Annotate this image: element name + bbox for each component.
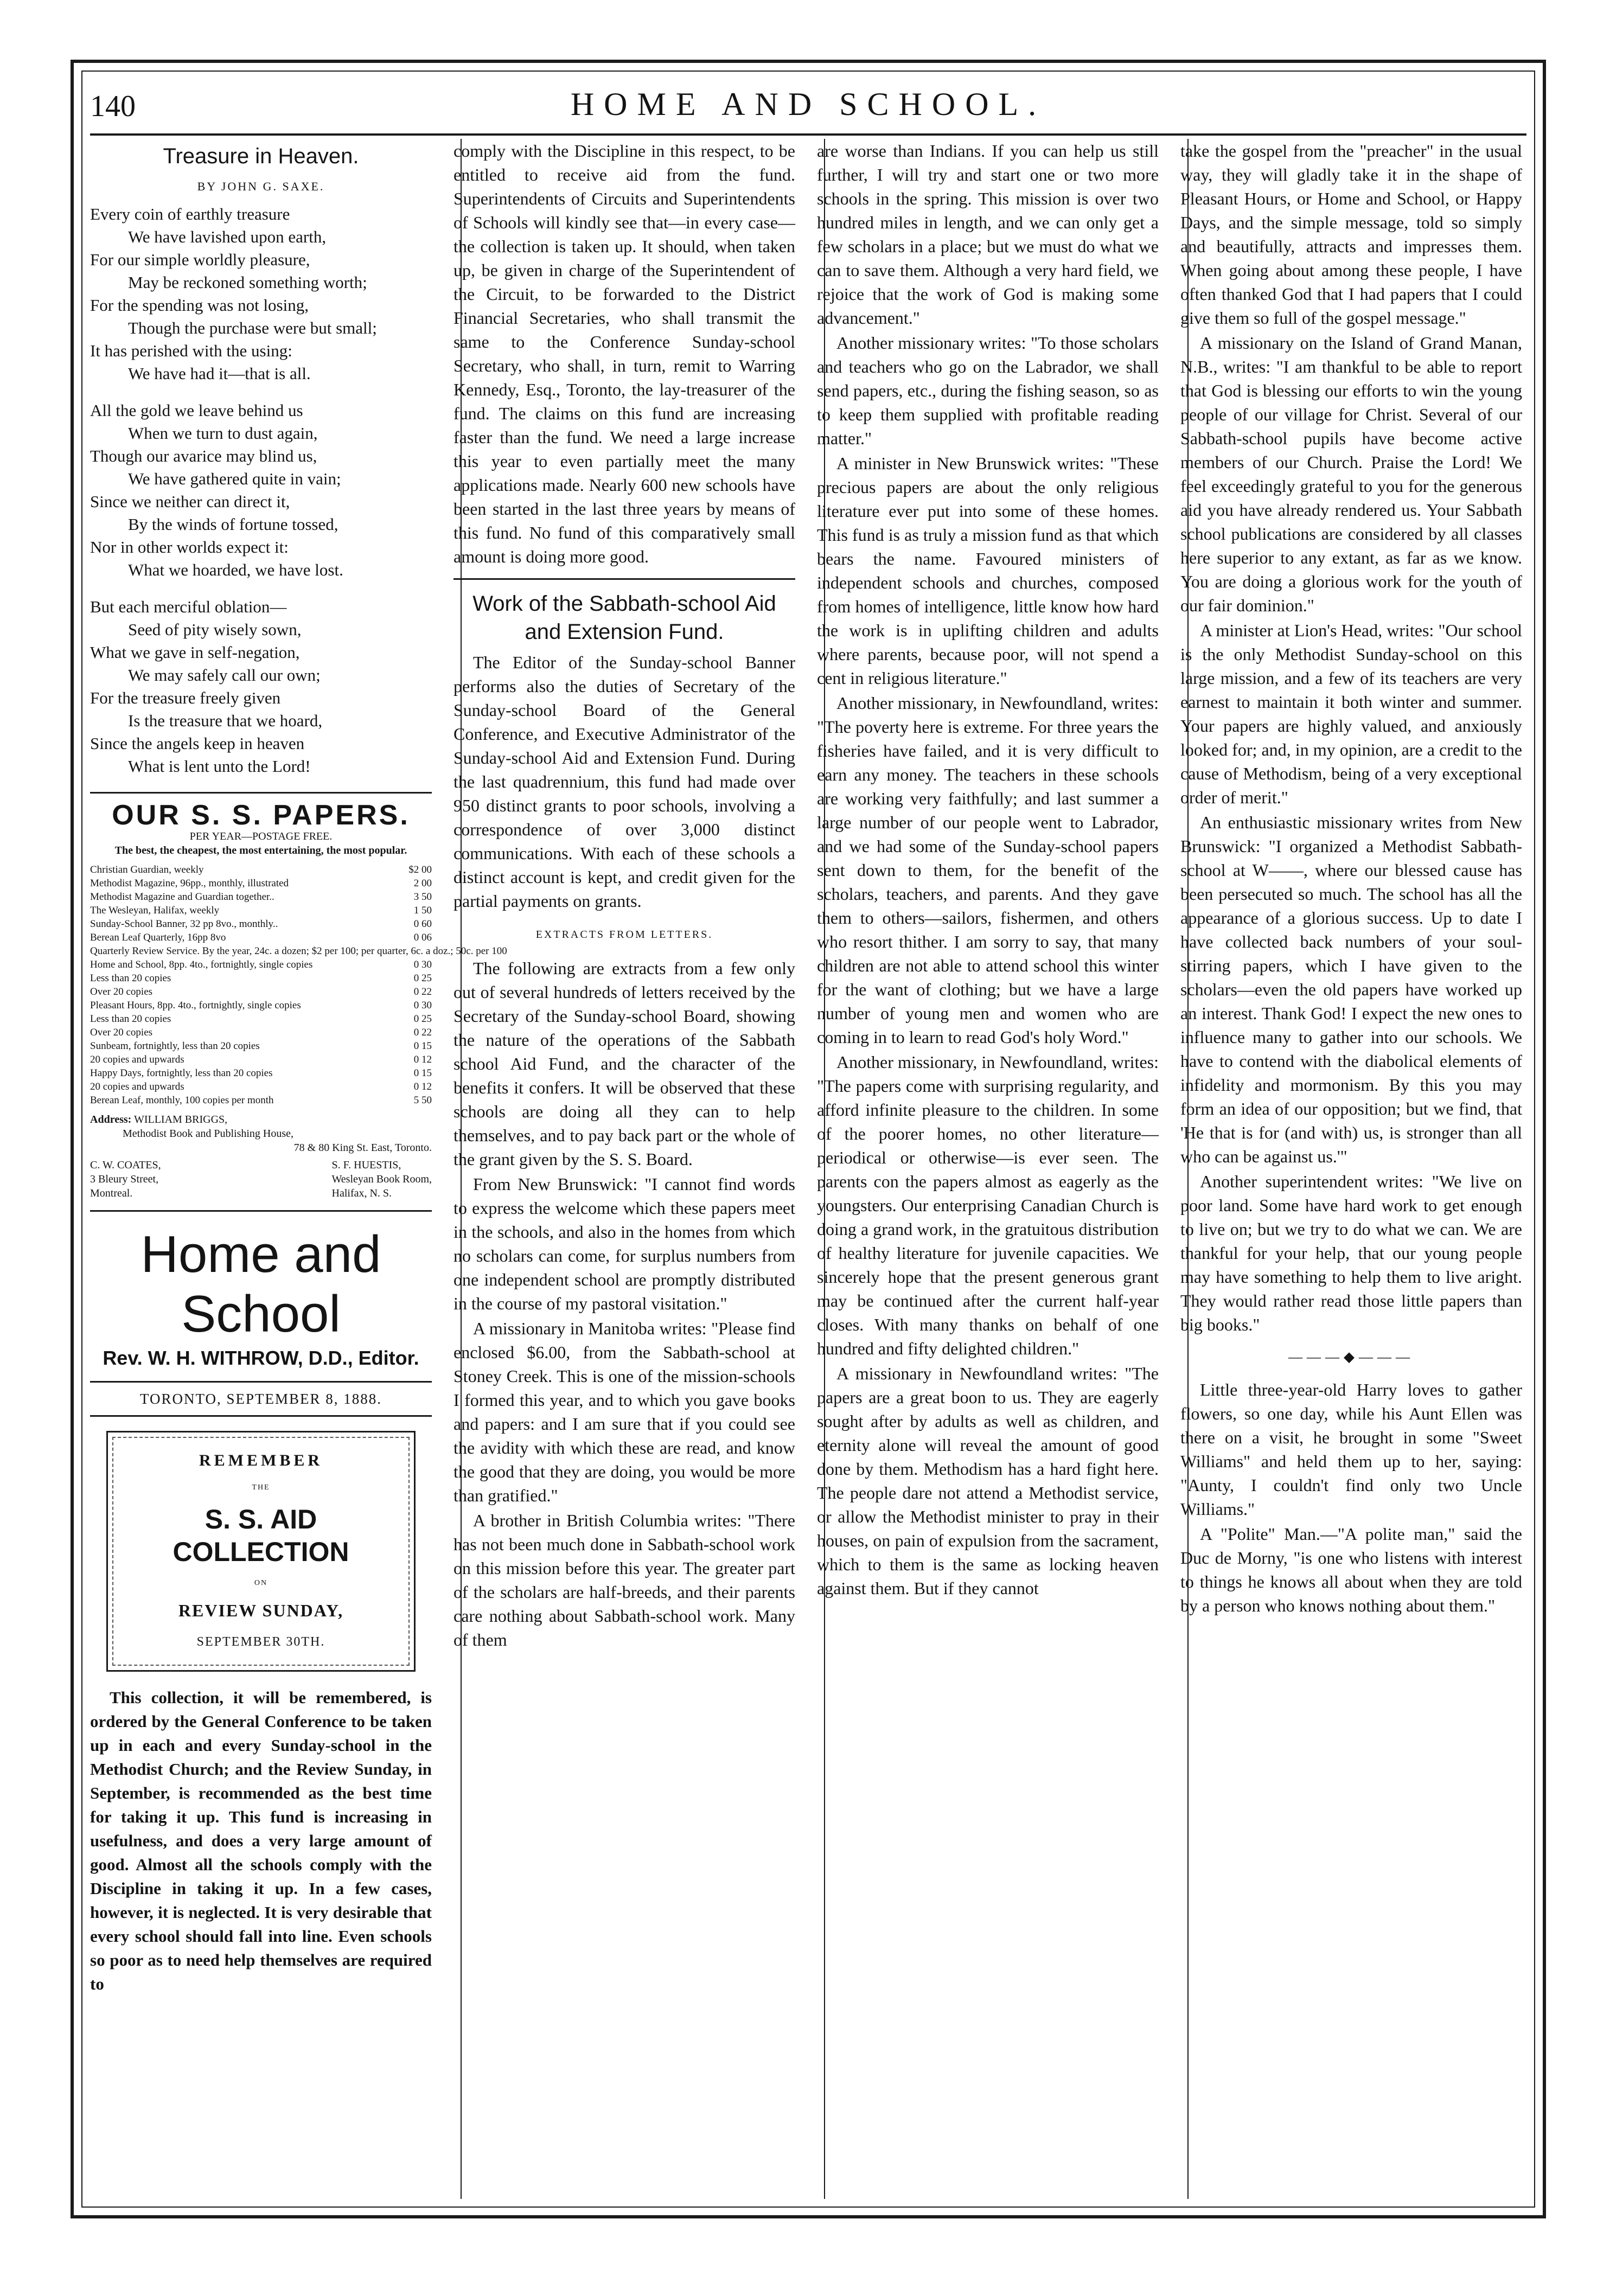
price-row xyxy=(90,877,432,890)
price-item: Over 20 copies xyxy=(90,1027,153,1038)
agent-line: Wesleyan Book Room, xyxy=(331,1173,432,1185)
poem-line: Every coin of earthly treasure xyxy=(90,204,290,223)
subheading: EXTRACTS FROM LETTERS. xyxy=(535,929,713,941)
price-item: Home and School, 8pp. 4to., fortnightly, single copies xyxy=(90,959,313,970)
paragraph: A brother in British Columbia writes: "There has not been much done in Sabbath-school work on this mission before this year. The greater part of the scholars are half-breeds, and their parents care nothing about Sabbath-school work. Many of them xyxy=(453,1511,795,1649)
papers-title: OUR S. S. PAPERS. xyxy=(112,800,410,831)
poem-line: By the winds of fortune tossed, xyxy=(128,515,338,534)
notice-line: REVIEW SUNDAY, xyxy=(178,1601,344,1620)
price-value: 0 22 xyxy=(413,986,432,997)
section-divider xyxy=(453,578,795,580)
poem-line: We may safely call our own; xyxy=(128,666,321,685)
poem-stanza-1 xyxy=(90,203,432,385)
agent-montreal xyxy=(90,1158,161,1200)
poem-line: It has perished with the using: xyxy=(90,341,292,360)
masthead xyxy=(90,74,1526,136)
paragraph: Little three-year-old Harry loves to gather flowers, so one day, while his Aunt Ellen was there on a visit, he brought in some "Sweet Williams" and held them up to her, saying: "Aunty, I couldn't find only two Uncle Williams." xyxy=(1180,1380,1522,1519)
paragraph: take the gospel from the "preacher" in the usual way, they will gladly take it in the shape of Pleasant Hours, or Home and School, or Happy Days, and the simple message, told so simply and beautifully, attracts and impresses them. When going about among these people, I have often thanked God that I had papers that I could give them so full of the gospel message." xyxy=(1180,141,1522,328)
address-name: WILLIAM BRIGGS, xyxy=(133,1114,228,1125)
poem-line: When we turn to dust again, xyxy=(128,424,318,443)
papers-tagline: The best, the cheapest, the most entertaining, the most popular. xyxy=(114,845,407,856)
paragraph: A minister at Lion's Head, writes: "Our school is the only Methodist Sunday-school on this large mission, and a few of its teachers are very earnest to maintain it both winter and summer. Your papers are highly valued, and anxiously looked for; and, in my opinion, are a credit to the cause of Methodism, being of a very exceptional order of merit." xyxy=(1180,621,1522,807)
price-item: Berean Leaf, monthly, 100 copies per month xyxy=(90,1095,274,1106)
price-item: 20 copies and upwards xyxy=(90,1054,184,1065)
agent-halifax xyxy=(332,1158,432,1200)
poem-line: Seed of pity wisely sown, xyxy=(128,620,302,639)
poem-line: But each merciful oblation— xyxy=(90,597,287,616)
poem-stanza-2 xyxy=(90,399,432,581)
price-row xyxy=(90,958,432,971)
price-row xyxy=(90,985,432,999)
price-row xyxy=(90,944,507,958)
poem-line: All the gold we leave behind us xyxy=(90,401,303,420)
paragraph: comply with the Discipline in this respect, to be entitled to receive aid from the fund. Superintendents of Circuits and Superintendents of Schools will kindly see that—in every case—the collection is taken up. It should, when taken up, be given in charge of the Superintendent of the Circuit, to be forwarded to the District Financial Secretaries, who shall transmit the same to the Conference Sunday-school Secretary, who shall, in turn, remit to Warring Kennedy, Esq., Toronto, the lay-treasurer of the fund. The claims on this fund are increasing faster than the fund. We need a large increase this year to even partially meet the many applications made. Nearly 600 new schools have been started in the last three years by means of this fund. No fund of this comparatively small amount is doing more good. xyxy=(453,141,795,566)
price-row xyxy=(90,1026,432,1039)
price-row xyxy=(90,1012,432,1026)
price-row xyxy=(90,971,432,985)
column-4 xyxy=(1180,139,1522,2199)
price-item: Pleasant Hours, 8pp. 4to., fortnightly, single copies xyxy=(90,1000,301,1011)
notice-box-inner xyxy=(112,1437,410,1666)
section-divider xyxy=(90,1210,432,1212)
price-value: 5 50 xyxy=(413,1095,432,1106)
notice-line: SEPTEMBER 30TH. xyxy=(196,1635,325,1649)
paragraph: An enthusiastic missionary writes from New Brunswick: "I organized a Methodist Sabbath-school at W——, where our blessed cause has been persecuted so much. The school has all the appearance of a glorious success. Up to date I have collected back numbers of your soul-stirring papers, which I have given to the scholars—even the old papers have worked up an interest. Thank God! I expect the new ones to influence many to gather into our schools. We have to contend with the diabolical elements of infidelity and mormonism. By this you may form an idea of our opposition; but we find, that 'He that is for (and with) us, is stronger than all who can be against us.'" xyxy=(1180,813,1522,1166)
price-value: 0 30 xyxy=(413,1000,432,1011)
agent-line: 3 Bleury Street, xyxy=(90,1173,159,1185)
notice-line: REMEMBER xyxy=(199,1451,323,1469)
price-item: Quarterly Review Service. By the year, 24c. a dozen; $2 per 100; per quarter, 6c. a doz.; 50c. per 100 xyxy=(90,945,507,957)
price-row xyxy=(90,1053,432,1066)
paragraph: The following are extracts from a few only out of several hundreds of letters received by the Secretary of the Sunday-school Board, showing the nature of the operations of the Sabbath school Aid Fund, and the character of the benefits it confers. It will be observed that these schools are doing all they can to help themselves, and to pay back part or the whole of the grant given by the S. S. Board. xyxy=(453,958,795,1169)
poem-line: We have gathered quite in vain; xyxy=(128,469,341,488)
poem-line: What we hoarded, we have lost. xyxy=(128,560,343,579)
price-item: Methodist Magazine, 96pp., monthly, illustrated xyxy=(90,878,289,889)
price-item: 20 copies and upwards xyxy=(90,1081,184,1092)
price-row xyxy=(90,904,432,917)
price-value: 1 50 xyxy=(413,905,432,916)
price-item: Christian Guardian, weekly xyxy=(90,864,204,875)
price-value: 0 25 xyxy=(413,1013,432,1025)
page-number: 140 xyxy=(90,89,136,123)
price-value: 0 15 xyxy=(413,1040,432,1052)
paper-masthead: Home and School xyxy=(140,1225,381,1343)
poem-line: May be reckoned something worth; xyxy=(128,273,367,292)
poem-line: For our simple worldly pleasure, xyxy=(90,250,310,269)
page-frame xyxy=(71,60,1546,2218)
paragraph: Another missionary, in Newfoundland, writes: "The poverty here is extreme. For three years the fisheries have failed, and it is very difficult to earn any money. The teachers in these schools are working very faithfully; and last summer a large number of our people went to Labrador, and we had some of the Sunday-school papers sent down to them, for the benefit of the scholars, teachers, and parents. And they gave them to others—sailors, fishermen, and others who resort thither. I am sorry to say, that many children are not able to attend school this winter for the want of clothing; but we have a large number of young men and women who are coming in to learn to read God's holy Word." xyxy=(817,693,1159,1047)
poem-line: Nor in other worlds expect it: xyxy=(90,538,289,557)
price-row xyxy=(90,1093,432,1107)
agents xyxy=(90,1158,432,1200)
poem-line: For the spending was not losing, xyxy=(90,296,309,315)
price-item: Berean Leaf Quarterly, 16pp 8vo xyxy=(90,932,226,943)
price-value: 0 60 xyxy=(413,918,432,930)
price-item: Less than 20 copies xyxy=(90,1013,171,1025)
poem-line: We have had it—that is all. xyxy=(128,364,311,383)
paragraph: A "Polite" Man.—"A polite man," said the Duc de Morny, "is one who listens with interest to things he knows all about when they are told by a person who knows nothing about them." xyxy=(1180,1524,1522,1615)
price-row xyxy=(90,999,432,1012)
poem-line: Since the angels keep in heaven xyxy=(90,734,305,753)
poem-line: Since we neither can direct it, xyxy=(90,492,290,511)
paragraph: The Editor of the Sunday-school Banner performs also the duties of Secretary of the Sunday-school Board of the General Conference, and Executive Administrator of the Sunday-school Aid and Extension Fund. During the last quadrennium, this fund had made over 950 distinct grants to poor schools, involving a correspondence of over 3,000 distinct communications. With each of these schools a distinct account is kept, and credit given for the partial payments on grants. xyxy=(453,653,795,911)
poem-line: What is lent unto the Lord! xyxy=(128,757,311,776)
price-row xyxy=(90,1080,432,1093)
agent-line: S. F. HUESTIS, xyxy=(331,1159,401,1171)
price-row xyxy=(90,890,432,904)
paragraph: Another missionary, in Newfoundland, writes: "The papers come with surprising regularity, and afford infinite pleasure to the children. In some of the poorer homes, no other literature—periodical or otherwise—is ever seen. The parents con the papers almost as eagerly as the youngsters. Our enterprising Canadian Church is doing a grand work, in the gratuitous distribution of healthy literature for juvenile capacities. We sincerely hope that the present generous grant may be continued after the current half-year closes. With many thanks on behalf of one hundred and fifty delighted children." xyxy=(817,1052,1159,1358)
article-heading: Work of the Sabbath-school Aid and Extension Fund. xyxy=(472,592,776,644)
running-head: HOME AND SCHOOL. xyxy=(570,86,1046,122)
agent-line: C. W. COATES, xyxy=(90,1159,161,1171)
notice-line: THE xyxy=(252,1483,270,1492)
column-3 xyxy=(817,139,1159,2199)
price-row xyxy=(90,863,432,877)
price-value: 0 15 xyxy=(413,1067,432,1079)
price-value: 0 30 xyxy=(413,959,432,970)
poem-author: BY JOHN G. SAXE. xyxy=(197,180,325,193)
address-block xyxy=(90,1112,432,1155)
address-line: Methodist Book and Publishing House, xyxy=(123,1128,294,1140)
price-item: Sunbeam, fortnightly, less than 20 copies xyxy=(90,1040,260,1052)
ornament-divider: ———◆——— xyxy=(1288,1349,1414,1365)
price-value: 0 12 xyxy=(413,1054,432,1065)
paragraph: A missionary in Newfoundland writes: "The papers are a great boon to us. They are eagerly sought after by adults as well as children, and eternity alone will reveal the amount of good done by them. Methodism has a hard fight here. The people dare not attend a Methodist service, or allow the Methodist minister to pray in their houses, on pain of expulsion from the sacrament, which to them is the same as locking heaven against them. But if they cannot xyxy=(817,1364,1159,1598)
price-value: 3 50 xyxy=(413,891,432,903)
paragraph: A missionary in Manitoba writes: "Please find enclosed $6.00, from the Sabbath-school at Stoney Creek. This is one of the mission-schools I formed this year, and to which you gave books and papers: and I am sure that if you could see the avidity with which these are read, and know the good that they are doing, you would be more than gratified." xyxy=(453,1319,795,1505)
price-item: Methodist Magazine and Guardian together.. xyxy=(90,891,274,903)
notice-line: ON xyxy=(254,1579,268,1587)
price-list xyxy=(90,863,507,1107)
price-value: 0 06 xyxy=(413,932,432,943)
paragraph: Another missionary writes: "To those scholars and teachers who go on the Labrador, we shall send papers, etc., during the fishing season, so as to keep them supplied with profitable reading matter." xyxy=(817,333,1159,448)
paragraph: A minister in New Brunswick writes: "These precious papers are about the only religious literature ever put into some of these homes. This fund is as truly a mission fund as that which bears the name. Favoured ministers of independent schools and churches, composed from homes of intelligence, little know how hard the work is in uplifting children and adults where parents, because poor, will not spend a cent in religious literature." xyxy=(817,453,1159,688)
paragraph: are worse than Indians. If you can help us still further, I will try and start one or two more schools in the spring. This mission is over two hundred miles in length, and we can only get a few scholars in a place; but we must do what we can to save them. Although a very hard field, we rejoice that the work of God is making some advancement." xyxy=(817,141,1159,328)
poem-line: Is the treasure that we hoard, xyxy=(128,711,323,730)
poem-stanza-3 xyxy=(90,596,432,778)
address-line: 78 & 80 King St. East, Toronto. xyxy=(293,1142,432,1154)
agent-line: Halifax, N. S. xyxy=(331,1187,392,1199)
columns xyxy=(90,139,1526,2199)
paragraph: A missionary on the Island of Grand Manan, N.B., writes: "I am thankful to be able to report that God is blessing our efforts to win the young people of our village for Christ. Several of our Sabbath-school pupils have become active members of our Church. Praise the Lord! We feel exceedingly grateful to you for the generous aid you have already rendered us. Your Sabbath school publications are considered by all classes here superior to any extant, as far as we know. You are doing a glorious work for the youth of our fair dominion." xyxy=(1180,333,1522,615)
price-row xyxy=(90,1066,432,1080)
price-item: Over 20 copies xyxy=(90,986,153,997)
agent-line: Montreal. xyxy=(90,1187,133,1199)
price-row xyxy=(90,1039,432,1053)
poem-line: Though the purchase were but small; xyxy=(128,318,377,337)
paragraph: From New Brunswick: "I cannot find words to express the welcome which these papers meet in the schools, and also in the homes from which no scholars can come, for surplus numbers from one independent school are promptly distributed in the course of my pastoral visitation." xyxy=(453,1174,795,1313)
price-value: $2 00 xyxy=(408,864,432,875)
price-row xyxy=(90,917,432,931)
editor-line: Rev. W. H. WITHROW, D.D., Editor. xyxy=(103,1347,419,1369)
price-item: The Wesleyan, Halifax, weekly xyxy=(90,905,220,916)
column-1 xyxy=(90,139,507,2199)
poem-line: Though our avarice may blind us, xyxy=(90,446,317,465)
paragraph: Another superintendent writes: "We live on poor land. Some have hard work to get enough to live on; but we try to do what we can. We are thankful for your help, that our young people may have something to help them to live aright. They would rather read those little papers than big books." xyxy=(1180,1172,1522,1334)
collection-paragraph: This collection, it will be remembered, is ordered by the General Conference to be taken up in each and every Sunday-school in the Methodist Church; and the Review Sunday, in September, is recommended as the best time for taking it up. This fund is increasing in usefulness, and does a very large amount of good. Almost all the schools comply with the Discipline in taking it up. In a few cases, however, it is neglected. It is very desirable that every school should fall into line. Even schools so poor as to need help themselves are required to xyxy=(90,1688,432,1993)
poem-title: Treasure in Heaven. xyxy=(163,144,359,168)
price-item: Sunday-School Banner, 32 pp 8vo., monthly.. xyxy=(90,918,278,930)
section-divider xyxy=(90,792,432,794)
price-row xyxy=(90,931,432,944)
notice-headline: S. S. AID COLLECTION xyxy=(173,1504,349,1567)
column-2 xyxy=(453,139,795,2199)
price-item: Less than 20 copies xyxy=(90,973,171,984)
address-label: Address: xyxy=(90,1114,132,1125)
poem-line: We have lavished upon earth, xyxy=(128,227,327,246)
price-item: Happy Days, fortnightly, less than 20 copies xyxy=(90,1067,273,1079)
price-value: 0 25 xyxy=(413,973,432,984)
notice-box xyxy=(106,1431,416,1672)
papers-subtitle: PER YEAR—POSTAGE FREE. xyxy=(189,830,333,842)
price-value: 0 12 xyxy=(413,1081,432,1092)
price-value: 2 00 xyxy=(413,878,432,889)
poem-line: For the treasure freely given xyxy=(90,688,281,707)
price-value: 0 22 xyxy=(413,1027,432,1038)
dateline: TORONTO, SEPTEMBER 8, 1888. xyxy=(90,1381,432,1417)
poem-line: What we gave in self-negation, xyxy=(90,643,300,662)
